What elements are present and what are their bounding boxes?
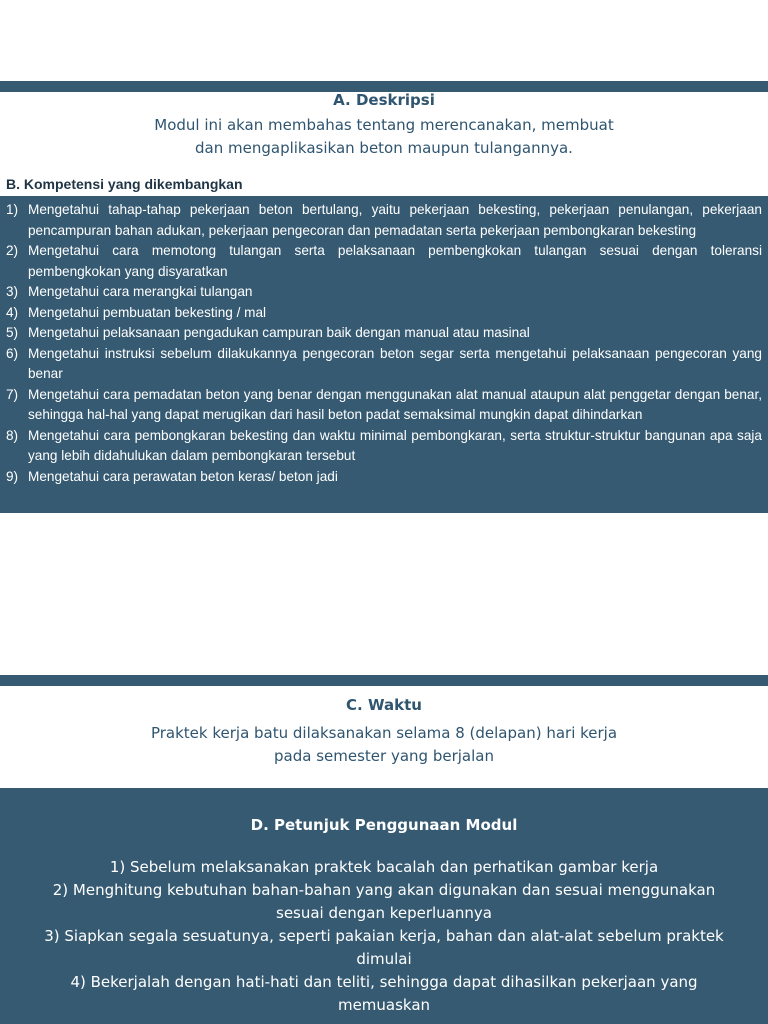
item-number: 1)	[6, 202, 19, 217]
list-item	[6, 323, 762, 344]
section-c-line-2: pada semester yang berjalan	[274, 747, 494, 765]
list-item: 4) Bekerjalah dengan hati-hati dan teliti, sehingga dapat dihasilkan pekerjaan yang memuaskan	[70, 973, 698, 1014]
competency-panel	[0, 196, 768, 513]
list-item: 1) Sebelum melaksanakan praktek bacalah dan perhatikan gambar kerja	[109, 858, 659, 876]
section-a-line-1: Modul ini akan membahas tentang merencanakan, membuat	[154, 116, 614, 134]
item-number: 8)	[6, 427, 19, 443]
list-item	[6, 282, 762, 303]
item-number: 3)	[6, 284, 19, 299]
section-b-title: B. Kompetensi yang dikembangkan	[6, 176, 243, 192]
item-text: Mengetahui cara pembongkaran bekesting dan waktu minimal pembongkaran, serta struktur-struktur bangunan apa saja yang lebih didahulukan dalam pembongkaran tersebut	[28, 427, 762, 463]
item-text: Mengetahui cara memotong tulangan serta pelaksanaan pembengkokan tulangan sesuai dengan toleransi pembengkokan yang disyaratkan	[28, 243, 762, 279]
item-number: 6)	[6, 345, 19, 361]
list-item	[6, 426, 762, 467]
section-c-description	[0, 722, 768, 768]
section-c-line-1: Praktek kerja batu dilaksanakan selama 8 (delapan) hari kerja	[150, 724, 618, 742]
list-item	[6, 467, 762, 488]
section-c-title: C. Waktu	[346, 696, 422, 714]
section-a-title: A. Deskripsi	[333, 91, 435, 109]
item-number: 5)	[6, 325, 19, 340]
list-item	[6, 385, 762, 426]
item-text: Mengetahui pelaksanaan pengadukan campuran baik dengan manual atau masinal	[28, 325, 530, 340]
section-a-description	[0, 114, 768, 160]
list-item	[6, 303, 762, 324]
competency-list	[0, 196, 768, 487]
list-item: 2) Menghitung kebutuhan bahan-bahan yang akan digunakan dan sesuai menggunakan sesuai dengan keperluannya	[52, 881, 716, 922]
item-number: 2)	[6, 243, 19, 258]
item-text: Mengetahui pembuatan bekesting / mal	[28, 304, 267, 320]
item-text: Mengetahui cara merangkai tulangan	[28, 284, 253, 299]
item-number: 4)	[6, 304, 19, 320]
item-number: 9)	[6, 468, 19, 484]
list-item: 3) Siapkan segala sesuatunya, seperti pakaian kerja, bahan dan alat-alat sebelum praktek dimulai	[44, 927, 724, 968]
list-item	[6, 200, 762, 241]
item-text: Mengetahui instruksi sebelum dilakukannya pengecoran beton segar serta mengetahui pelaksanaan pengecoran yang benar	[28, 345, 762, 381]
section-a-line-2: dan mengaplikasikan beton maupun tulangannya.	[195, 139, 573, 157]
instructions-list	[40, 856, 728, 1017]
list-item	[6, 241, 762, 282]
item-text: Mengetahui tahap-tahap pekerjaan beton bertulang, yaitu pekerjaan bekesting, pekerjaan penulangan, pekerjaan pencampuran bahan adukan, pekerjaan pengecoran dan pemadatan serta pekerjaan pembongkaran bekesting	[28, 202, 762, 238]
list-item	[6, 344, 762, 385]
item-text: Mengetahui cara pemadatan beton yang benar dengan menggunakan alat manual ataupun alat penggetar dengan benar, sehingga hal-hal yang dapat merugikan dari hasil beton padat semaksimal mungkin dapat dihindarkan	[28, 386, 762, 422]
item-text: Mengetahui cara perawatan beton keras/ beton jadi	[28, 468, 338, 484]
middle-divider-bar	[0, 675, 768, 686]
item-number: 7)	[6, 386, 19, 402]
section-d-title: D. Petunjuk Penggunaan Modul	[250, 816, 518, 834]
